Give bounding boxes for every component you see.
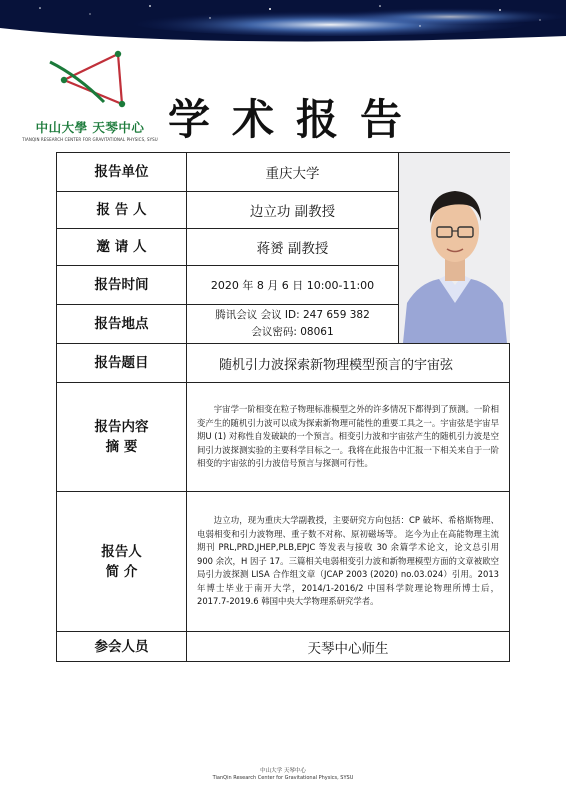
- abstract-paragraph: 宇宙学一阶相变在粒子物理标准模型之外的许多情况下都得到了预测。一阶相变产生的随机引力波可以成为探索新物理可能性的重要工具之一。宇宙弦是宇宙早期U (1) 对称性自发破缺的一个预言。相变引力波和宇宙弦产生的随机引力波是空间引力波探测实验的主要科学目标之一。我将在此报告中汇报一下相关来自于一阶相变的宇宙弦的引力波信号预言与探测可行性。: [197, 404, 499, 469]
- bio-label-line-2: 简 介: [105, 563, 138, 580]
- location-line-2: 会议密码: 08061: [251, 326, 334, 338]
- logo-name: 中山大學 天琴中心: [35, 120, 145, 135]
- report-info-table: [56, 152, 510, 662]
- unit-label: 报告单位: [94, 164, 149, 180]
- topic-label: 报告题目: [94, 355, 149, 371]
- time-value: 2020 年 8 月 6 日 10:00-11:00: [210, 279, 375, 292]
- logo-subtitle: TIANQIN RESEARCH CENTER FOR GRAVITATIONAL PHYSICS, SYSU: [22, 137, 158, 142]
- abstract-label-line-1: 报告内容: [94, 419, 149, 435]
- attendees-label: 参会人员: [94, 638, 149, 655]
- abstract-label: [57, 383, 186, 491]
- tianqin-logo: [20, 48, 160, 146]
- footer-org-english: TianQin Research Center for Gravitational Physics, SYSU: [212, 775, 354, 781]
- speaker-photo: [399, 153, 510, 343]
- galaxy-banner: [0, 0, 566, 46]
- speaker-label: 报 告 人: [96, 202, 147, 218]
- speaker-value: 边立功 副教授: [249, 204, 336, 220]
- abstract-label-line-2: 摘 要: [105, 439, 138, 455]
- inviter-label: 邀 请 人: [96, 239, 147, 255]
- triangle-logo-icon: [48, 48, 132, 114]
- page-title: 学术报告: [168, 95, 425, 144]
- footer-org-name: 中山大学 天琴中心: [260, 768, 306, 774]
- topic-value: 随机引力波探索新物理模型预言的宇宙弦: [219, 357, 454, 373]
- location-label: 报告地点: [94, 316, 149, 332]
- bio-label-line-1: 报告人: [101, 543, 142, 560]
- inviter-value: 蒋赟 副教授: [256, 241, 329, 257]
- attendees-value: 天琴中心师生: [307, 640, 389, 657]
- bio-label: [57, 492, 186, 631]
- location-line-1: 腾讯会议 会议 ID: 247 659 382: [215, 309, 370, 321]
- time-label: 报告时间: [94, 277, 149, 293]
- unit-value: 重庆大学: [265, 166, 320, 182]
- abstract-text: [187, 383, 509, 491]
- bio-paragraph: 边立功，现为重庆大学副教授，主要研究方向包括：CP 破坏、希格斯物理、电弱相变和引力波物理、重子数不对称、原初磁场等。 迄今为止在高能物理主流期刊 PRL,PRD,JHEP,PLB,EPJC 等发表与接收 30 余篇学术论文，论文总引用 900 余次，H 因子 17。三篇相关电弱相变引力波和新物理模型方面的文章被欧空局引力波探测 LISA 合作组文章（JCAP 2003 (2020) no.03.024）引用。2013 年博士毕业于南开大学，2014/1-2016/2 中国科学院理论物理所博士后，2017.7-2019.6 韩国中央大学物理系研究学者。: [197, 514, 499, 607]
- location-value: [187, 305, 398, 343]
- bio-text: [187, 492, 509, 631]
